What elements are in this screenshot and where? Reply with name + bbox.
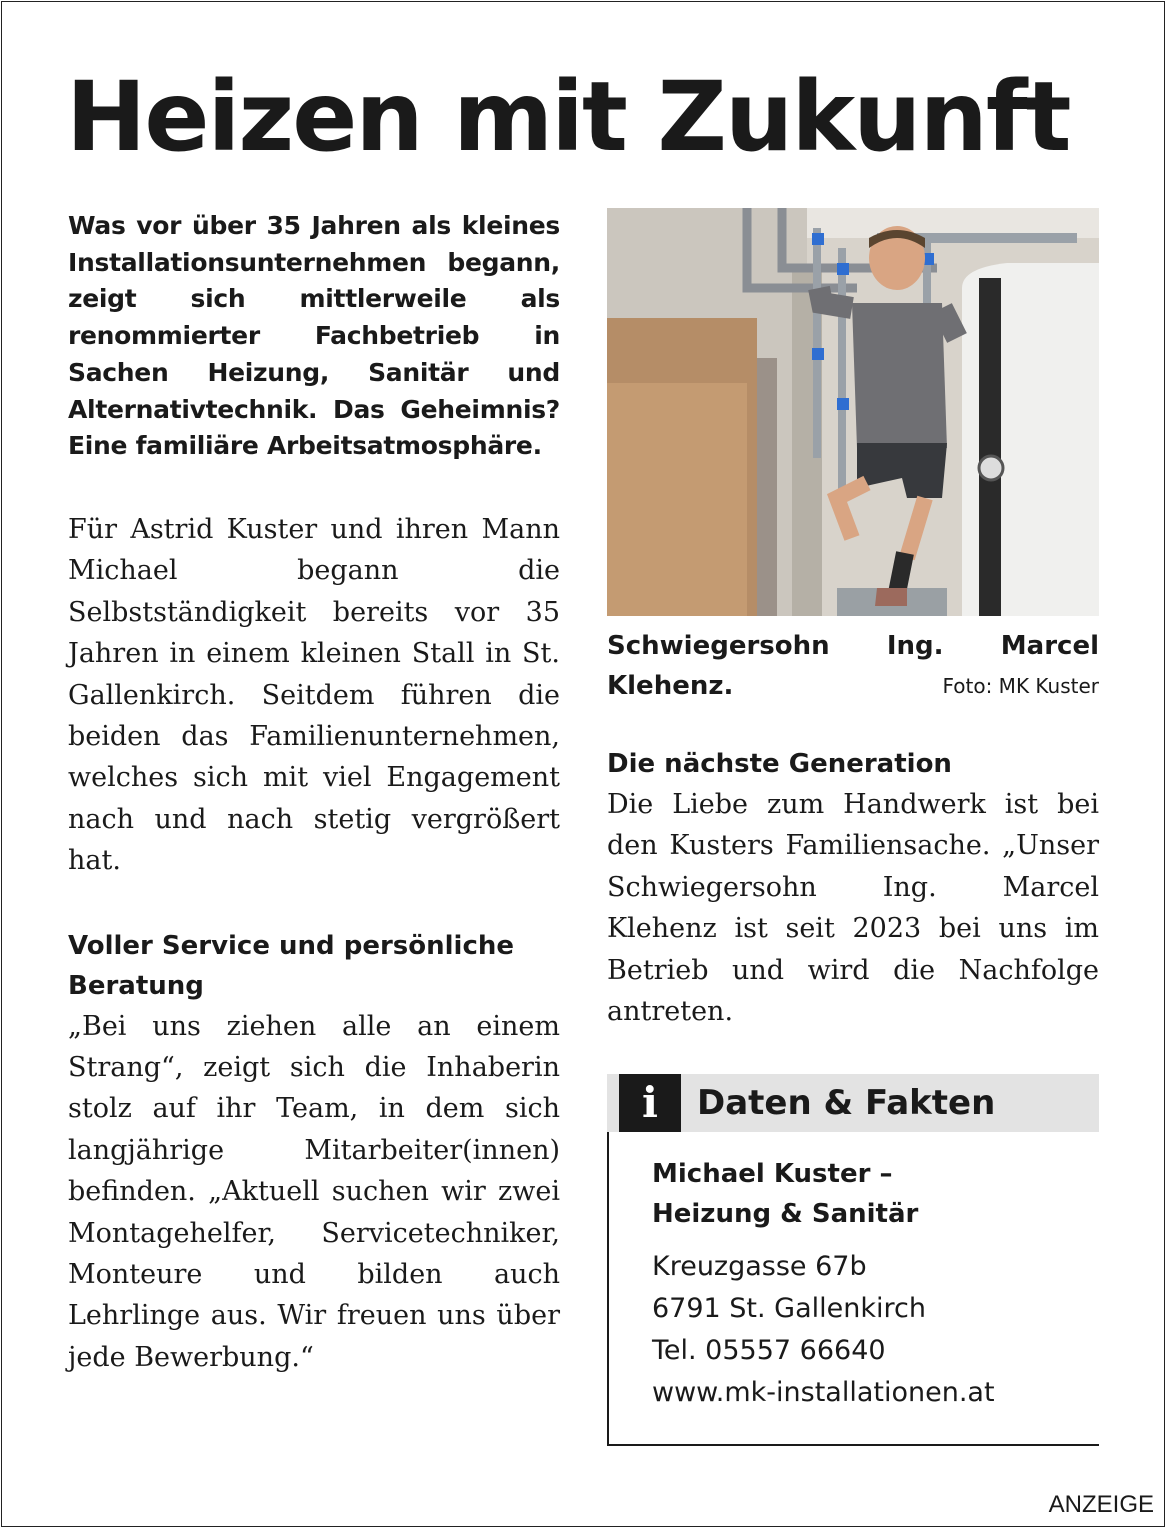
body-paragraph-3: Die Liebe zum Handwerk ist bei den Kusters Familiensache. „Unser Schwiegersohn Ing. Marcel Klehenz ist seit 2023 bei uns im Betrieb und wird die Nachfolge antreten. <box>607 789 1099 1028</box>
body-paragraph-1: Für Astrid Kuster und ihren Mann Michael begann die Selbstständigkeit bereits vor 35 Jahren in einem kleinen Stall in St. Gallenkirch. Seitdem führen die beiden das Familienunternehmen, welches sich mit viel Engagement nach und nach stetig vergrößert hat. <box>68 513 560 877</box>
body-paragraph-2: „Bei uns ziehen alle an einem Strang“, zeigt sich die Inhaberin stolz auf ihr Team, in dem sich langjährige Mitarbeiter(innen) befinden. „Aktuell suchen wir zwei Montagehelfer, Servicetechniker, Monteure und bilden auch Lehrlinge aus. Wir freuen uns über jede Bewerbung.“ <box>68 1010 560 1373</box>
facts-header <box>607 1074 1099 1132</box>
photo-caption <box>607 626 1099 706</box>
lead-paragraph: Was vor über 35 Jahren als kleines Installationsunternehmen begann, zeigt sich mittlerweile als renommierter Fachbetrieb in Sachen Heizung, Sanitär und Alternativtechnik. Das Geheimnis? Eine familiäre Arbeitsatmosphäre. <box>68 211 560 461</box>
contact-details <box>652 1246 1099 1414</box>
ad-label: ANZEIGE <box>1048 1491 1154 1518</box>
company-name <box>652 1154 1099 1234</box>
right-column <box>607 208 1099 1446</box>
photo-caption-text: Schwiegersohn Ing. Marcel Klehenz. <box>607 631 1099 701</box>
photo-credit: Foto: MK Kuster <box>942 674 1099 698</box>
subheading-service: Voller Service und persönliche Beratung <box>68 930 515 1001</box>
phone-number: Tel. 05557 66640 <box>652 1335 886 1367</box>
subheading-generation: Die nächste Generation <box>607 749 952 779</box>
left-column <box>68 208 560 1378</box>
headline: Heizen mit Zukunft <box>66 61 1070 173</box>
photo-illustration <box>607 208 1099 616</box>
facts-title: Daten & Fakten <box>697 1083 996 1124</box>
website-link[interactable]: www.mk-installationen.at <box>652 1377 995 1409</box>
article-photo <box>607 208 1099 616</box>
facts-box <box>607 1132 1099 1446</box>
address-city: 6791 St. Gallenkirch <box>652 1293 926 1325</box>
company-name-line2: Heizung & Sanitär <box>652 1199 919 1230</box>
info-icon: i <box>619 1074 681 1132</box>
address-street: Kreuzgasse 67b <box>652 1251 867 1283</box>
company-name-line1: Michael Kuster – <box>652 1159 893 1190</box>
